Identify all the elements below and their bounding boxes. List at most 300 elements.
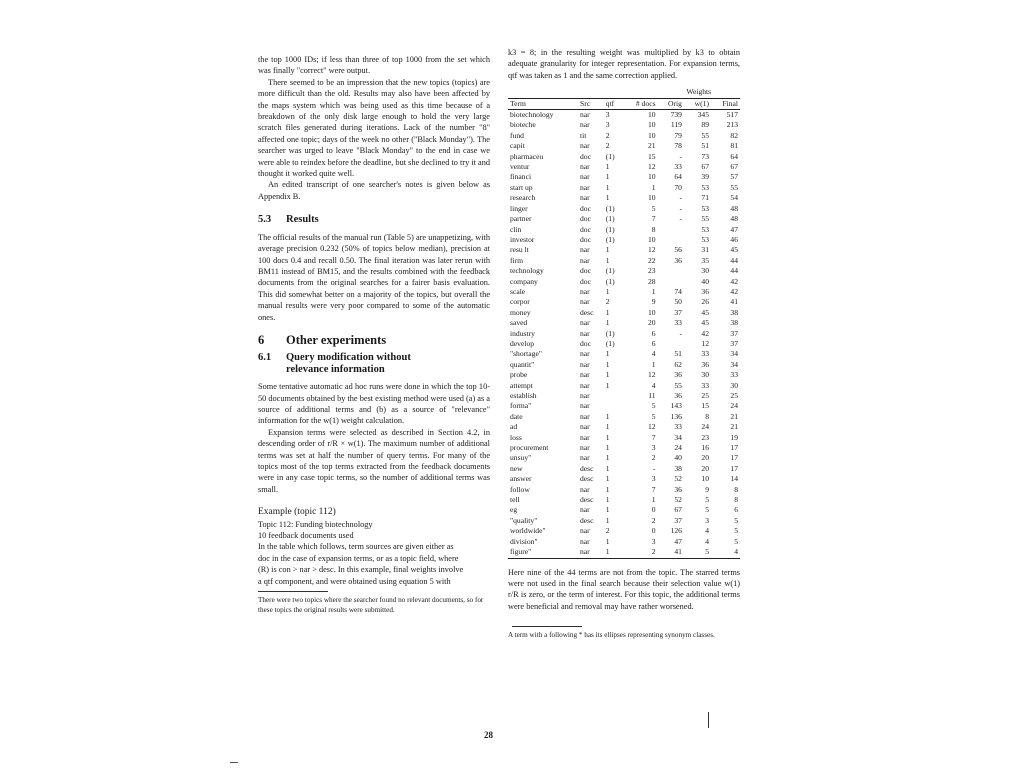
table-cell: 1 — [605, 370, 610, 380]
table-cell: 4 — [705, 536, 710, 546]
table-cell: saved — [510, 318, 528, 328]
term-weights-table — [508, 87, 740, 558]
margin-mark — [708, 712, 709, 728]
section-6-1-heading: 6.1 Query modification without relevance information — [258, 352, 411, 375]
table-cell: nar — [579, 401, 590, 411]
table-cell: 78 — [674, 141, 682, 151]
table-cell: 67 — [674, 505, 682, 515]
table-cell: 3 — [651, 474, 656, 484]
table-cell: 2 — [605, 526, 610, 536]
table-cell: 20 — [701, 463, 710, 473]
table-cell: 17 — [730, 463, 738, 473]
table-cell: 1 — [604, 547, 623, 558]
table-cell: 213 — [726, 120, 738, 130]
table-cell: 56 — [674, 245, 682, 255]
table-cell: 1 — [651, 182, 656, 192]
table-cell: doc — [579, 266, 591, 276]
table-cell: 1 — [605, 474, 610, 484]
table-cell: 5 — [684, 547, 711, 558]
table-cell: 11 — [648, 391, 656, 400]
table-row — [508, 391, 740, 401]
table-cell: 1 — [605, 318, 610, 328]
table-cell: 8 — [734, 484, 738, 494]
table-cell: pharmaceu — [510, 151, 544, 161]
table-cell: develop — [510, 338, 535, 348]
table-row — [508, 131, 740, 141]
table-cell: 38 — [730, 318, 738, 328]
table-cell — [658, 266, 684, 276]
example-lines — [258, 519, 490, 587]
table-cell: 9 — [651, 297, 656, 307]
table-cell: 70 — [674, 182, 682, 192]
table-cell: 53 — [701, 224, 710, 234]
table-cell: (1) — [605, 276, 615, 286]
table-cell: research — [510, 193, 536, 203]
table-cell: quantit" — [510, 359, 535, 369]
table-cell: 82 — [730, 130, 738, 140]
table-row — [508, 172, 740, 182]
table-cell: 2 — [605, 141, 610, 151]
table-cell: 45 — [730, 245, 738, 255]
table-cell: partner — [510, 214, 532, 224]
table-cell: 20 — [701, 453, 710, 463]
table-cell: (1) — [605, 328, 615, 338]
table-cell: (1) — [605, 203, 615, 213]
footnote-rule — [258, 591, 328, 592]
table-cell: 21 — [730, 411, 738, 421]
table-cell: 739 — [670, 110, 682, 120]
table-row — [508, 349, 740, 359]
table-cell: 33 — [701, 349, 710, 359]
table-cell: 64 — [730, 151, 738, 161]
table-cell: 136 — [670, 411, 682, 421]
table-cell: 67 — [730, 162, 738, 172]
left-paragraph-5: Expansion terms were selected as described in Section 4.2, in descending order of r/R × w(1). The maximum number of additional terms was set at half the number of query terms. For many of the topics most of the top terms extracted from the feedback documents were in any case topic terms, so the number of additional terms was small. — [258, 427, 490, 494]
table-cell: 42 — [730, 276, 738, 286]
table-cell: company — [510, 276, 538, 286]
table-cell: nar — [579, 255, 590, 265]
table-cell: 19 — [730, 432, 738, 442]
table-cell: 33 — [730, 370, 738, 380]
table-cell: 30 — [701, 266, 710, 276]
table-cell: 30 — [730, 380, 738, 390]
table-row — [508, 526, 740, 536]
column-header: Src — [578, 98, 604, 109]
table-cell: desc — [579, 307, 594, 317]
table-cell: probe — [510, 370, 528, 380]
table-row — [508, 443, 740, 453]
table-cell: 126 — [670, 526, 682, 536]
corner-mark — [230, 762, 238, 763]
table-cell: tit — [579, 130, 587, 140]
table-cell: 71 — [701, 193, 710, 203]
table-cell: nar — [579, 380, 590, 390]
table-cell: 41 — [730, 297, 738, 307]
table-cell: 55 — [701, 130, 710, 140]
table-cell: nar — [579, 432, 590, 442]
right-footnote: A term with a following * has its ellipses representing synonym classes. — [508, 631, 715, 640]
table-cell: 1 — [605, 422, 610, 432]
table-cell: 39 — [701, 172, 710, 182]
table-cell: 33 — [674, 422, 682, 432]
table-cell: nar — [579, 245, 590, 255]
table-cell: 4 — [651, 380, 656, 390]
table-cell: financi — [510, 172, 532, 182]
example-line: (R) is con > nar > desc. In this example, final weights involve — [258, 565, 464, 575]
table-cell: 89 — [701, 120, 710, 130]
table-cell: (1) — [605, 234, 615, 244]
column-header: w(1) — [684, 98, 711, 109]
table-cell: new — [510, 463, 523, 473]
table-cell: 7 — [651, 432, 656, 442]
table-cell: desc — [579, 515, 594, 525]
table-cell: nar — [579, 182, 590, 192]
table-cell: 3 — [605, 120, 610, 130]
right-intro: k3 = 8; in the resulting weight was multiplied by k3 to obtain adequate granularity for integer representation. For expansion terms, qtf was taken as 1 and the same correction applied. — [508, 48, 740, 80]
table-cell: (1) — [605, 214, 615, 224]
table-cell: nar — [579, 453, 590, 463]
table-cell: 25 — [701, 391, 710, 400]
table-cell: 12 — [647, 245, 656, 255]
table-cell: 2 — [605, 130, 610, 140]
table-cell: 51 — [701, 141, 710, 151]
table-cell: nar — [579, 443, 590, 453]
table-cell: 38 — [730, 307, 738, 317]
table-cell: 52 — [674, 474, 682, 484]
table-cell: 34 — [674, 432, 682, 442]
table-cell: attempt — [510, 380, 533, 390]
table-cell: (1) — [605, 338, 615, 348]
table-row — [508, 474, 740, 484]
table-cell: 10 — [647, 234, 656, 244]
table-cell: 1 — [605, 411, 610, 421]
table-cell: nar — [579, 422, 590, 432]
table-cell: 47 — [730, 224, 738, 234]
table-cell: answer — [510, 474, 532, 484]
table-cell: 24 — [674, 443, 682, 453]
table-cell: 74 — [674, 286, 682, 296]
table-cell: 1 — [605, 359, 610, 369]
table-cell: 81 — [730, 141, 738, 151]
table-cell: 10 — [647, 120, 656, 130]
table-cell: 1 — [605, 172, 610, 182]
table-row — [508, 245, 740, 255]
table-cell: 9 — [705, 484, 710, 494]
table-cell: tell — [510, 495, 520, 505]
table-cell: 1 — [605, 536, 610, 546]
table-cell: 6 — [651, 328, 656, 338]
table-cell: 79 — [674, 130, 682, 140]
table-cell: nar — [579, 328, 590, 338]
table-cell: worldwide" — [510, 526, 546, 536]
table-cell: 64 — [674, 172, 682, 182]
table-cell: forma" — [510, 401, 532, 411]
table-row — [508, 422, 740, 432]
table-row — [508, 516, 740, 526]
table-cell: 4 — [711, 547, 740, 558]
table-cell: start up — [510, 182, 533, 192]
table-cell: 1 — [605, 162, 610, 172]
table-cell: 34 — [730, 359, 738, 369]
table-cell: 50 — [674, 297, 682, 307]
table-cell: 1 — [605, 245, 610, 255]
table-cell: nar — [579, 359, 590, 369]
table-cell — [604, 401, 623, 411]
table-cell: 17 — [730, 453, 738, 463]
table-cell: 28 — [647, 276, 656, 286]
table-cell: 40 — [674, 453, 682, 463]
table-cell: 42 — [701, 328, 710, 338]
table-cell: 5 — [734, 515, 738, 525]
table-row — [508, 370, 740, 380]
table-cell: 62 — [674, 359, 682, 369]
table-cell — [604, 391, 623, 401]
table-cell: nar — [579, 141, 590, 151]
table-cell: 52 — [674, 495, 682, 505]
table-row — [508, 277, 740, 287]
example-line: In the table which follows, term sources are given either as — [258, 542, 454, 552]
table-cell: 6 — [734, 505, 738, 515]
table-cell: 36 — [674, 255, 682, 265]
table-cell: 37 — [674, 307, 682, 317]
table-cell: 143 — [670, 401, 682, 411]
table-cell: doc — [579, 338, 591, 348]
table-cell: 5 — [705, 495, 710, 505]
table-cell: capit — [510, 141, 525, 151]
table-cell: - — [653, 463, 656, 473]
table-cell: 0 — [651, 505, 656, 515]
table-cell: nar — [579, 411, 590, 421]
table-cell: 20 — [647, 318, 656, 328]
table-cell: 3 — [705, 515, 710, 525]
table-cell: 36 — [674, 370, 682, 380]
table-cell: doc — [579, 151, 591, 161]
table-cell: 1 — [651, 495, 656, 505]
table-row — [508, 308, 740, 318]
table-cell: nar — [578, 547, 604, 558]
table-cell — [658, 339, 684, 349]
table-cell: 51 — [674, 349, 682, 359]
table-cell: "shortage" — [510, 349, 542, 359]
table-cell: 42 — [730, 286, 738, 296]
table-cell: establish — [510, 391, 537, 400]
table-cell: division" — [510, 536, 538, 546]
table-cell: ventur — [510, 162, 530, 172]
table-row — [508, 204, 740, 214]
table-cell: 12 — [701, 338, 710, 348]
table-cell: 5 — [651, 203, 656, 213]
table-cell: 1 — [605, 255, 610, 265]
table-row — [508, 401, 740, 411]
table-cell: 44 — [730, 255, 738, 265]
table-cell: 12 — [647, 370, 656, 380]
table-cell: 53 — [701, 203, 710, 213]
table-row — [508, 266, 740, 276]
table-cell: follow — [510, 484, 530, 494]
table-cell: 12 — [647, 162, 656, 172]
table-cell: 3 — [651, 443, 656, 453]
table-cell: doc — [579, 203, 591, 213]
table-row — [508, 152, 740, 162]
table-cell: desc — [579, 474, 594, 484]
weights-label: Weights — [686, 87, 712, 97]
table-cell: doc — [579, 234, 591, 244]
table-cell: 345 — [697, 110, 710, 120]
table-row — [508, 235, 740, 245]
table-cell: 55 — [674, 380, 682, 390]
table-cell: 55 — [701, 214, 710, 224]
table-cell: ad — [510, 422, 518, 432]
table-cell: - — [679, 193, 682, 203]
table-cell: 1 — [605, 349, 610, 359]
table-cell: 53 — [701, 234, 710, 244]
table-cell: nar — [579, 391, 590, 400]
table-cell: 10 — [647, 110, 656, 120]
table-cell: 46 — [730, 234, 738, 244]
table-cell: 16 — [701, 443, 710, 453]
table-cell: nar — [579, 370, 590, 380]
table-cell — [658, 225, 684, 235]
example-line: doc in the case of expansion terms, or as a topic field, where — [258, 553, 459, 563]
table-cell: 5 — [734, 526, 738, 536]
table-cell: unsuy" — [510, 453, 532, 463]
table-cell: 1 — [605, 286, 610, 296]
table-row — [508, 547, 740, 558]
table-cell: - — [679, 203, 682, 213]
left-paragraph-2: An edited transcript of one searcher's notes is given below as Appendix B. — [258, 180, 490, 201]
table-cell: nar — [579, 172, 590, 182]
table-cell: desc — [579, 495, 594, 505]
table-row — [508, 193, 740, 203]
table-cell: 37 — [674, 515, 682, 525]
table-cell — [658, 235, 684, 245]
table-cell: 45 — [701, 307, 710, 317]
table-cell: 5 — [651, 401, 656, 411]
table-cell: 8 — [734, 495, 738, 505]
column-header: Final — [711, 98, 740, 109]
table-cell: 22 — [647, 255, 656, 265]
table-cell: 5 — [734, 536, 738, 546]
table-row — [508, 339, 740, 349]
table-cell: 1 — [605, 380, 610, 390]
table-cell: 41 — [658, 547, 684, 558]
table-cell: nar — [579, 318, 590, 328]
table-row — [508, 225, 740, 235]
table-cell: 35 — [701, 255, 710, 265]
table-cell: (1) — [605, 266, 615, 276]
table-cell: 2 — [623, 547, 658, 558]
table-row — [508, 495, 740, 505]
table-cell: eg — [510, 505, 518, 515]
table-cell: 10 — [647, 172, 656, 182]
right-footnote-rule — [512, 626, 582, 627]
table-cell: doc — [579, 276, 591, 286]
table-cell: 6 — [651, 338, 656, 348]
table-cell: 33 — [674, 318, 682, 328]
table-cell: - — [679, 328, 682, 338]
table-cell: 21 — [647, 141, 656, 151]
table-cell: technology — [510, 266, 544, 276]
section-6-heading: 6 Other experiments — [258, 332, 387, 347]
example-line: Topic 112: Funding biotechnology — [258, 519, 373, 529]
table-row — [508, 183, 740, 193]
table-cell: 2 — [651, 515, 656, 525]
left-footnote: There were two topics where the searcher found no relevant documents, so for these topics the original results were submitted. — [258, 596, 484, 615]
table-cell: 44 — [730, 266, 738, 276]
table-cell: 1 — [605, 193, 610, 203]
table-cell: 3 — [651, 536, 656, 546]
table-cell: figure" — [508, 547, 578, 558]
table-cell: nar — [579, 505, 590, 515]
table-cell: 1 — [605, 495, 610, 505]
page-number: 28 — [484, 730, 493, 740]
table-cell: 1 — [651, 359, 656, 369]
table-cell: biotechnology — [510, 110, 554, 120]
left-paragraph-1: There seemed to be an impression that the new topics (topics) are more difficult than the old. Results may also have been affected by the maps system which was being used as this time because of a breakdown of the only disk large enough to hold the very large scratch files generated during iterations. Lack of the number "8" affected one topic; days of the week no other ("Black Monday"). The searcher was urged to leave "Black Monday" to the end in case we were able to reindex before the deadline, but she declined to try it and thought it worked quite well. — [258, 77, 490, 179]
table-cell: 34 — [730, 349, 738, 359]
table-cell: fund — [510, 130, 524, 140]
table-row — [508, 464, 740, 474]
table-cell: nar — [579, 484, 590, 494]
table-cell: 36 — [674, 391, 682, 400]
table-row — [508, 329, 740, 339]
table-cell: 36 — [674, 484, 682, 494]
table-cell: 38 — [674, 463, 682, 473]
table-cell: 36 — [701, 359, 710, 369]
table-cell: 33 — [701, 380, 710, 390]
table-cell: 31 — [701, 245, 710, 255]
table-row — [508, 505, 740, 515]
table-cell: doc — [579, 214, 591, 224]
table-cell: 26 — [701, 297, 710, 307]
table-cell: 10 — [647, 130, 656, 140]
table-cell: nar — [579, 297, 590, 307]
table-cell: 1 — [605, 432, 610, 442]
table-cell: 12 — [647, 422, 656, 432]
table-cell: 8 — [651, 224, 656, 234]
table-row — [508, 297, 740, 307]
table-cell: 10 — [647, 307, 656, 317]
table-row — [508, 453, 740, 463]
table-cell: nar — [579, 286, 590, 296]
column-header: # docs — [623, 98, 658, 109]
table-cell: 23 — [647, 266, 656, 276]
table-cell: firm — [510, 255, 524, 265]
table-cell: nar — [579, 349, 590, 359]
table-cell: 4 — [651, 349, 656, 359]
table-row — [508, 141, 740, 151]
table-cell: 24 — [730, 401, 738, 411]
table-row — [508, 162, 740, 172]
table-cell: - — [679, 151, 682, 161]
table-cell: 5 — [651, 411, 656, 421]
right-note: Here nine of the 44 terms are not from the topic. The starred terms were not used in the final search because their selection value w(1) r/R is zero, or the term of interest. For this topic, the additional terms were beneficial and removal may have rather worsened. — [508, 567, 740, 611]
table-cell: 2 — [651, 453, 656, 463]
table-row — [508, 110, 740, 121]
table-cell: resu lt — [510, 245, 529, 255]
table-row — [508, 360, 740, 370]
table-cell: 1 — [605, 463, 610, 473]
table-row — [508, 381, 740, 391]
table-row — [508, 318, 740, 328]
table-cell: loss — [510, 432, 522, 442]
table-cell: - — [679, 214, 682, 224]
table-cell: 10 — [701, 474, 710, 484]
table-cell: 15 — [647, 151, 656, 161]
left-intro: the top 1000 IDs; if less than three of top 1000 from the set which was finally "correct" were output. — [258, 55, 490, 76]
table-cell: 57 — [730, 172, 738, 182]
table-cell: 45 — [701, 318, 710, 328]
